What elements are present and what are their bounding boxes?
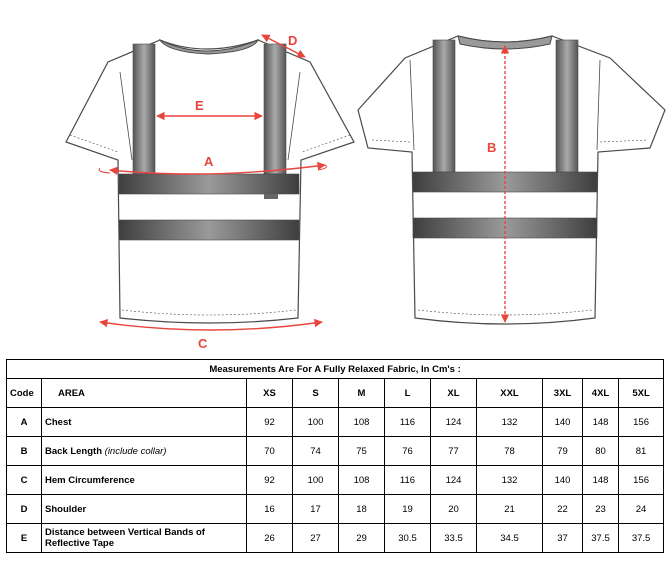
value-cell: 80	[583, 437, 619, 466]
header-size: L	[385, 379, 431, 408]
value-cell: 92	[247, 466, 293, 495]
header-size: M	[339, 379, 385, 408]
row-code: D	[7, 495, 42, 524]
value-cell: 34.5	[477, 524, 543, 553]
back-view	[358, 36, 665, 324]
value-cell: 124	[431, 466, 477, 495]
front-right-vertical-band	[264, 44, 286, 174]
header-size: XS	[247, 379, 293, 408]
value-cell: 33.5	[431, 524, 477, 553]
value-cell: 76	[385, 437, 431, 466]
label-b: B	[487, 140, 497, 155]
value-cell: 30.5	[385, 524, 431, 553]
table-row	[7, 495, 664, 524]
value-cell: 100	[293, 466, 339, 495]
value-cell: 16	[247, 495, 293, 524]
row-area: Back Length (include collar)	[42, 437, 247, 466]
value-cell: 23	[583, 495, 619, 524]
header-code: Code	[7, 379, 42, 408]
table-title: Measurements Are For A Fully Relaxed Fabric, In Cm's :	[7, 360, 664, 379]
value-cell: 124	[431, 408, 477, 437]
value-cell: 156	[619, 408, 664, 437]
value-cell: 140	[543, 466, 583, 495]
label-a: A	[204, 154, 214, 169]
value-cell: 21	[477, 495, 543, 524]
row-area: Chest	[42, 408, 247, 437]
value-cell: 17	[293, 495, 339, 524]
value-cell: 29	[339, 524, 385, 553]
table-header-row	[7, 379, 664, 408]
header-size: S	[293, 379, 339, 408]
row-code: C	[7, 466, 42, 495]
value-cell: 74	[293, 437, 339, 466]
row-code: A	[7, 408, 42, 437]
table-row	[7, 466, 664, 495]
value-cell: 100	[293, 408, 339, 437]
value-cell: 27	[293, 524, 339, 553]
value-cell: 116	[385, 466, 431, 495]
row-code: B	[7, 437, 42, 466]
value-cell: 24	[619, 495, 664, 524]
value-cell: 37.5	[583, 524, 619, 553]
row-code: E	[7, 524, 42, 553]
value-cell: 78	[477, 437, 543, 466]
value-cell: 77	[431, 437, 477, 466]
value-cell: 79	[543, 437, 583, 466]
label-e: E	[195, 98, 204, 113]
header-size: 5XL	[619, 379, 664, 408]
front-lower-horizontal-band	[119, 220, 299, 240]
header-size: 3XL	[543, 379, 583, 408]
value-cell: 132	[477, 466, 543, 495]
front-upper-horizontal-band	[119, 174, 299, 194]
back-left-vertical-band	[433, 40, 455, 172]
value-cell: 75	[339, 437, 385, 466]
value-cell: 18	[339, 495, 385, 524]
value-cell: 148	[583, 466, 619, 495]
front-view	[66, 33, 354, 351]
value-cell: 19	[385, 495, 431, 524]
value-cell: 116	[385, 408, 431, 437]
row-area: Distance between Vertical Bands of Reflective Tape	[42, 524, 247, 553]
value-cell: 92	[247, 408, 293, 437]
value-cell: 140	[543, 408, 583, 437]
value-cell: 81	[619, 437, 664, 466]
header-size: 4XL	[583, 379, 619, 408]
value-cell: 108	[339, 466, 385, 495]
front-left-vertical-band	[133, 44, 155, 174]
size-chart-table	[6, 359, 664, 553]
value-cell: 132	[477, 408, 543, 437]
value-cell: 22	[543, 495, 583, 524]
header-area: AREA	[42, 379, 247, 408]
value-cell: 156	[619, 466, 664, 495]
row-area: Hem Circumference	[42, 466, 247, 495]
value-cell: 20	[431, 495, 477, 524]
value-cell: 70	[247, 437, 293, 466]
value-cell: 37	[543, 524, 583, 553]
label-c: C	[198, 336, 208, 351]
label-d: D	[288, 33, 298, 48]
row-note: (include collar)	[104, 445, 167, 457]
value-cell: 148	[583, 408, 619, 437]
table-row	[7, 524, 664, 553]
header-size: XXL	[477, 379, 543, 408]
table-row	[7, 408, 664, 437]
value-cell: 108	[339, 408, 385, 437]
table-row	[7, 437, 664, 466]
value-cell: 26	[247, 524, 293, 553]
value-cell: 37.5	[619, 524, 664, 553]
back-right-vertical-band	[556, 40, 578, 172]
header-size: XL	[431, 379, 477, 408]
row-area: Shoulder	[42, 495, 247, 524]
